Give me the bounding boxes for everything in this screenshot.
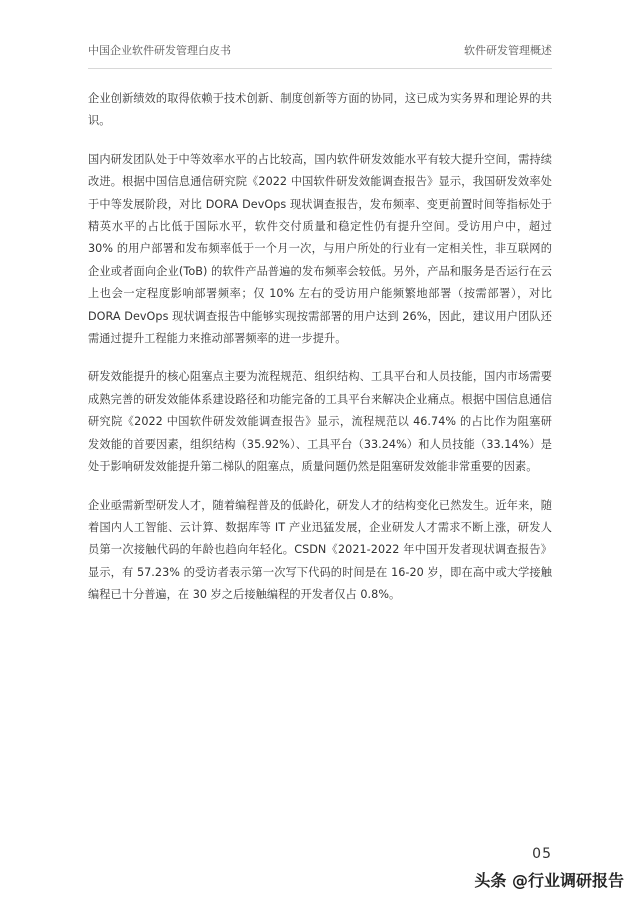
- page-body: [88, 88, 552, 623]
- watermark: 头条 @行业调研报告: [474, 871, 624, 890]
- header-section-title: 软件研发管理概述: [464, 44, 552, 57]
- header-divider: [88, 68, 552, 69]
- paragraph-innovation: 企业创新绩效的取得依赖于技术创新、制度创新等方面的协同，这已成为实务界和理论界的共识。: [88, 92, 552, 128]
- paragraph-efficiency: 国内研发团队处于中等效率水平的占比较高，国内软件研发效能水平有较大提升空间，需持续改进。根据中国信息通信研究院《2022 中国软件研发效能调查报告》显示，我国研发效率处于中等发展阶段，对比 DORA DevOps 现状调查报告，发布频率、变更前置时间等指标处于精英水平的占比低于国际水平，软件交付质量和稳定性仍有提升空间。受访用户中，超过 30% 的用户部署和发布频率低于一个月一次，与用户所处的行业有一定相关性，非互联网的企业或者面向企业(ToB) 的软件产品普遍的发布频率会较低。另外，产品和服务是否运行在云上也会一定程度影响部署频率；仅 10% 左右的受访用户能频繁地部署（按需部署），对比 DORA DevOps 现状调查报告中能够实现按需部署的用户达到 26%，因此，建议用户团队还需通过提升工程能力来推动部署频率的进一步提升。: [88, 152, 552, 346]
- header-document-title: 中国企业软件研发管理白皮书: [88, 44, 231, 57]
- page-header: [88, 40, 552, 60]
- paragraph-talent: 企业亟需新型研发人才，随着编程普及的低龄化，研发人才的结构变化已然发生。近年来，随着国内人工智能、云计算、数据库等 IT 产业迅猛发展，企业研发人才需求不断上涨，研发人员第一次接触代码的年龄也趋向年轻化。CSDN《2021-2022 年中国开发者现状调查报告》显示，有 57.23% 的受访者表示第一次写下代码的时间是在 16-20 岁，即在高中或大学接触编程已十分普遍，在 30 岁之后接触编程的开发者仅占 0.8%。: [88, 498, 552, 602]
- page-number: 05: [532, 846, 552, 862]
- paragraph-blockers: 研发效能提升的核心阻塞点主要为流程规范、组织结构、工具平台和人员技能，国内市场需要成熟完善的研发效能体系建设路径和功能完备的工具平台来解决企业痛点。根据中国信息通信研究院《2022 中国软件研发效能调查报告》显示，流程规范以 46.74% 的占比作为阻塞研发效能的首要因素，组织结构（35.92%）、工具平台（33.24%）和人员技能（33.14%）是处于影响研发效能提升第二梯队的阻塞点，质量问题仍然是阻塞研发效能非常重要的因素。: [88, 370, 552, 474]
